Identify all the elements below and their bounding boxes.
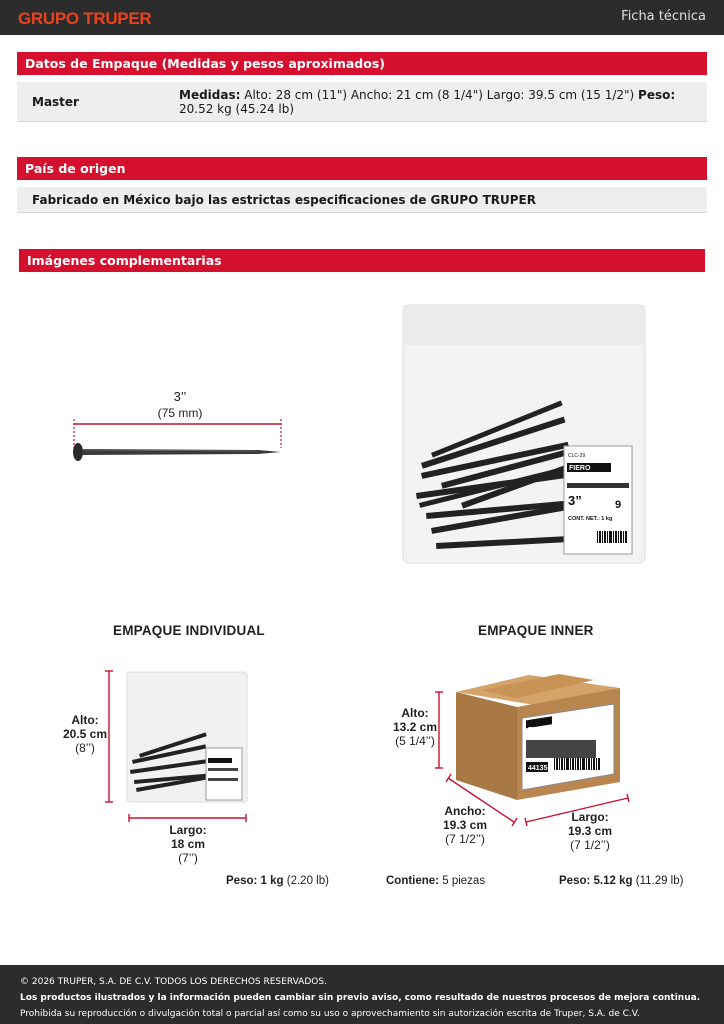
origin-text: Fabricado en México bajo las estrictas especificaciones de GRUPO TRUPER xyxy=(32,193,536,207)
packaging-master-row xyxy=(17,82,707,122)
weight-value: 20.52 kg (45.24 lb) xyxy=(179,102,295,116)
footer-notice: Los productos ilustrados y la información pueden cambiar sin previo aviso, como resultado de nuestros procesos de mejora continua. xyxy=(20,993,701,1003)
inner-caption: EMPAQUE INNER xyxy=(478,623,594,638)
inner-height-label: Alto: 13.2 cm (5 1/4’’) xyxy=(392,706,438,748)
measures-label: Medidas: xyxy=(179,88,241,102)
bag-label-net: CONT. NET.: 1 kg xyxy=(568,516,613,522)
individual-bag-label xyxy=(206,748,242,800)
nail-length-in: 3’’ xyxy=(173,389,187,404)
origin-section-title: País de origen xyxy=(17,157,707,180)
bag-label-size: 3” xyxy=(568,493,582,508)
inner-box-code: 44135 xyxy=(528,765,548,772)
individual-caption: EMPAQUE INDIVIDUAL xyxy=(113,623,265,638)
measures-value: Alto: 28 cm (11") Ancho: 21 cm (8 1/4") Largo: 39.5 cm (15 1/2") xyxy=(244,88,635,102)
nail-illustration xyxy=(68,418,288,468)
nail-length-mm: (75 mm) xyxy=(157,406,203,420)
bag-of-nails-photo xyxy=(401,303,647,565)
individual-package-illustration xyxy=(104,668,254,828)
document-type: Ficha técnica xyxy=(621,9,706,24)
footer xyxy=(0,965,724,1024)
inner-width-label: Ancho: 19.3 cm (7 1/2’’) xyxy=(442,804,488,846)
footer-legal: Prohibida su reproducción o divulgación total o parcial así como su uso o aprovechamiento sin autorización escrita de Truper, S.A. de C.V. xyxy=(20,1009,640,1019)
weight-label: Peso: xyxy=(638,88,676,102)
individual-weight: Peso: 1 kg (2.20 lb) xyxy=(226,875,329,887)
individual-length-label: Largo: 18 cm (7’’) xyxy=(169,823,207,865)
top-bar xyxy=(0,0,724,35)
bag-label-code: CLC-39 xyxy=(568,453,586,459)
master-values xyxy=(179,88,699,116)
bag-label-brand: FIERO xyxy=(569,465,591,472)
packaging-section-title: Datos de Empaque (Medidas y pesos aproximados) xyxy=(17,52,707,75)
origin-row xyxy=(17,187,707,213)
inner-box-graphic xyxy=(526,740,596,758)
individual-height-label: Alto: 20.5 cm (8’’) xyxy=(62,713,108,755)
inner-length-label: Largo: 19.3 cm (7 1/2’’) xyxy=(567,810,613,852)
master-label: Master xyxy=(32,95,79,109)
inner-box-left-face xyxy=(456,692,517,800)
brand-logo: GRUPO TRUPER xyxy=(18,9,152,28)
inner-weight: Peso: 5.12 kg (11.29 lb) xyxy=(559,875,684,887)
bag-label-gauge: 9 xyxy=(615,499,622,511)
images-section-title: Imágenes complementarias xyxy=(19,249,705,272)
nail-head-cap xyxy=(73,443,83,461)
inner-contents: Contiene: 5 piezas xyxy=(386,875,486,887)
footer-copyright: © 2026 TRUPER, S.A. DE C.V. TODOS LOS DERECHOS RESERVADOS. xyxy=(20,977,327,987)
inner-box-brand: FIERO xyxy=(528,727,550,734)
bag-seal xyxy=(403,305,645,345)
